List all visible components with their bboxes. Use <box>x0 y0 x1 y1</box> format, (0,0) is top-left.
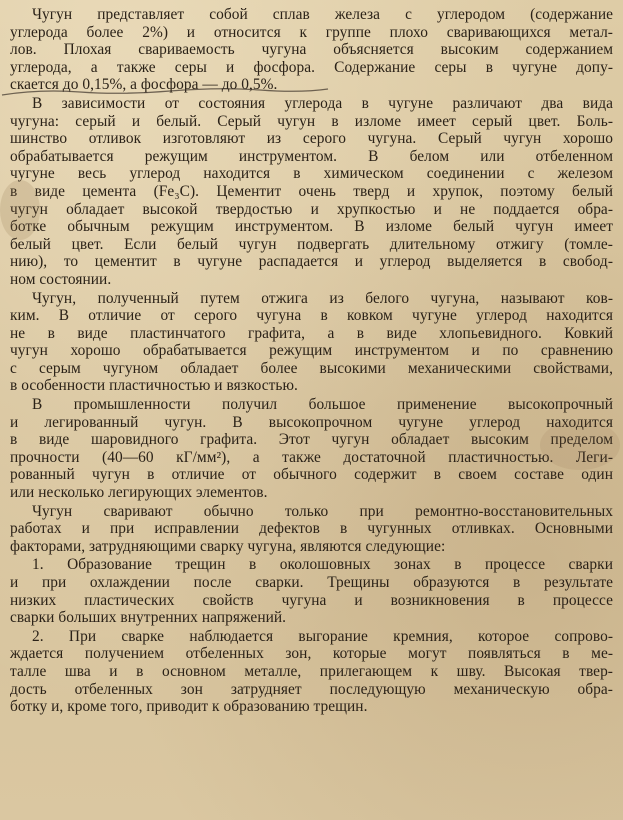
text-line: низких пластических свойств чугуна и возникновения в процессе <box>10 591 613 609</box>
text-line: В зависимости от состояния углерода в чугуне различают два вида <box>32 94 613 112</box>
text-line: обрабатывается режущим инструментом. В белом или отбеленном <box>10 147 613 165</box>
paragraph <box>10 556 613 626</box>
text-line: и легированный чугун. В высокопрочном чугуне углерод находится <box>10 413 613 431</box>
text-line: Чугун, полученный путем отжига из белого чугуна, называют ков- <box>32 289 613 307</box>
text-line: дость отбеленных зон затрудняет последующую механическую обра- <box>10 680 613 698</box>
text-line: талле шва и в основном металле, прилегающем к шву. Высокая твер- <box>10 662 613 680</box>
text-line: в виде цемента (Fe₃C). Цементит очень тверд и хрупок, поэтому белый <box>10 182 613 200</box>
text-line: В промышленности получил большое применение высокопрочный <box>32 396 613 414</box>
text-line: и при охлаждении после сварки. Трещины образуются в результате <box>10 574 613 591</box>
text-line: в виде шаровидного графита. Этот чугун обладает высоким пределом <box>10 431 613 449</box>
text-line: чугун хорошо обрабатывается режущим инструментом и по сравнению <box>10 342 613 360</box>
text-line: нию), то цементит в чугуне распадается и углерод выделяется в свобод- <box>10 253 613 271</box>
text-line: ким. В отличие от серого чугуна в ковком чугуне углерод находится <box>10 307 613 325</box>
text-line: углерода, а также серы и фосфора. Содержание серы в чугуне допу- <box>10 58 613 76</box>
text-line: ботку и, кроме того, приводит к образованию трещин. <box>10 698 368 716</box>
text-line: лов. Плохая свариваемость чугуна объясняется высоким содержанием <box>10 41 613 59</box>
paragraph <box>10 396 613 502</box>
text-line: белый цвет. Если белый чугун подвергать длительному отжигу (томле- <box>10 235 613 253</box>
text-line: не в виде пластинчатого графита, а в виде хлопьевидного. Ковкий <box>10 324 613 342</box>
paragraph <box>10 628 613 716</box>
text-line: факторами, затрудняющими сварку чугуна, являются следующие: <box>10 537 446 555</box>
text-line: шинство отливок изготовляют из серого чугуна. Серый чугун хорошо <box>10 130 613 148</box>
text-line: ждается получением отбеленных зон, которые могут появляться в ме- <box>10 645 613 663</box>
text-line: чугун обладает высокой твердостью и хрупкостью и не поддается обра- <box>10 200 613 218</box>
text-line: 2. При сварке наблюдается выгорание кремния, которое сопрово- <box>32 627 613 645</box>
paragraph <box>10 95 613 289</box>
text-line: в особенности пластичностью и вязкостью. <box>10 377 298 395</box>
text-line: прочности (40—60 кГ/мм²), а также достаточной пластичностью. Леги- <box>10 448 613 466</box>
text-line: чугуне весь углерод находится в химическом соединении с железом <box>10 165 613 183</box>
text-line: рованный чугун в отличие от обычного содержит в своем составе один <box>10 466 613 484</box>
text-line: ботке обычным режущим инструментом. В изломе белый чугун имеет <box>10 218 613 236</box>
text-line: углерода более 2%) и относится к группе плохо сваривающихся метал- <box>10 23 613 41</box>
text-line: скается до 0,15%, а фосфора — до 0,5%. <box>10 76 278 94</box>
page-text-body <box>10 6 613 716</box>
text-line: 1. Образование трещин в околошовных зонах в процессе сварки <box>32 556 613 574</box>
text-line: работах и при исправлении дефектов в чугунных отливках. Основными <box>10 520 613 538</box>
text-line: сварки больших внутренних напряжений. <box>10 609 287 627</box>
text-line: с серым чугуном обладает более высокими механическими свойствами, <box>10 359 613 377</box>
text-line: Чугун представляет собой сплав железа с углеродом (содержание <box>32 6 613 23</box>
text-line: Чугун сваривают обычно только при ремонтно-восстановительных <box>32 502 613 520</box>
paragraph <box>10 6 613 94</box>
paragraph <box>10 503 613 556</box>
paragraph <box>10 290 613 396</box>
text-line: ном состоянии. <box>10 270 112 288</box>
text-line: или несколько легирующих элементов. <box>10 484 268 502</box>
text-line: чугуна: серый и белый. Серый чугун в изломе имеет серый цвет. Боль- <box>10 112 613 130</box>
